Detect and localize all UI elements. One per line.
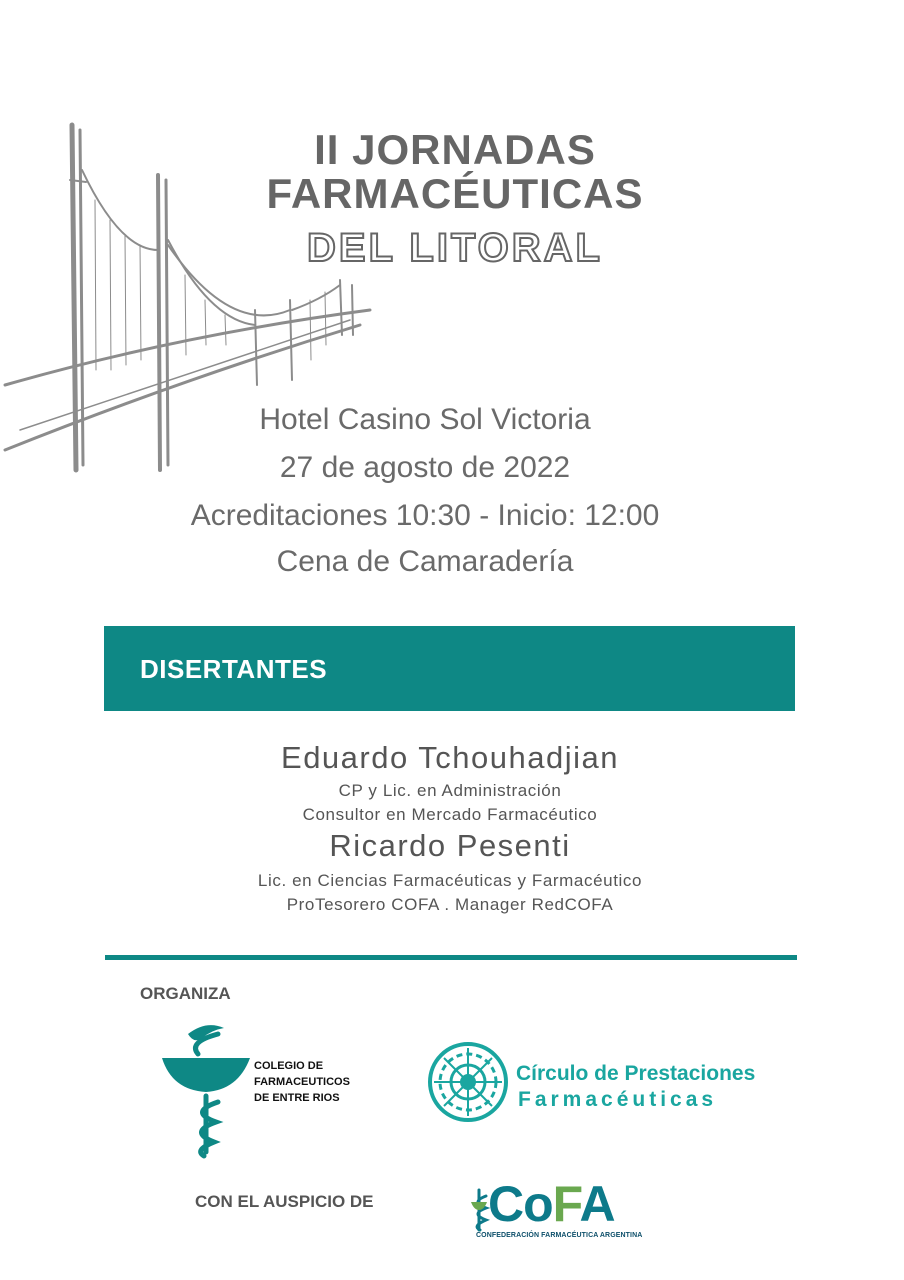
circulo-line-2: Farmacéuticas bbox=[518, 1088, 718, 1111]
event-dinner: Cena de Camaradería bbox=[276, 545, 574, 578]
event-date: 27 de agosto de 2022 bbox=[279, 451, 571, 484]
speaker-1-role-1: CP y Lic. en Administración bbox=[338, 781, 562, 800]
colegio-line-3: DE ENTRE RIOS bbox=[254, 1092, 340, 1104]
speaker-1-name: Eduardo Tchouhadjian bbox=[281, 740, 619, 775]
cofa-wordmark bbox=[488, 1178, 615, 1230]
colegio-name bbox=[254, 1058, 350, 1106]
cofa-word-f: F bbox=[552, 1176, 580, 1232]
caduceus-icon bbox=[158, 1020, 253, 1160]
speakers-banner bbox=[104, 626, 795, 711]
auspicio-label: CON EL AUSPICIO DE bbox=[195, 1192, 374, 1211]
title-line-3: DEL LITORAL bbox=[307, 226, 603, 270]
title-line-1: II JORNADAS bbox=[314, 126, 596, 173]
circulo-line-1: Círculo de Prestaciones bbox=[516, 1062, 756, 1085]
event-venue: Hotel Casino Sol Victoria bbox=[259, 403, 591, 436]
section-divider bbox=[105, 955, 797, 960]
cofa-subtitle: CONFEDERACIÓN FARMACÉUTICA ARGENTINA bbox=[476, 1232, 643, 1239]
cofa-word-a: A bbox=[579, 1176, 615, 1232]
organiza-label: ORGANIZA bbox=[140, 984, 231, 1003]
event-schedule: Acreditaciones 10:30 - Inicio: 12:00 bbox=[190, 499, 660, 532]
speaker-2-role-1: Lic. en Ciencias Farmacéuticas y Farmacéutico bbox=[257, 871, 643, 890]
title-line-2: FARMACÉUTICAS bbox=[266, 170, 644, 217]
cofa-caduceus-icon bbox=[468, 1186, 490, 1232]
speaker-1-role-2: Consultor en Mercado Farmacéutico bbox=[302, 805, 598, 824]
speaker-2-name: Ricardo Pesenti bbox=[329, 828, 571, 863]
colegio-line-1: COLEGIO DE bbox=[254, 1060, 324, 1072]
cofa-word-co: Co bbox=[488, 1176, 553, 1232]
speakers-banner-label: DISERTANTES bbox=[140, 654, 328, 684]
colegio-line-2: FARMACEUTICOS bbox=[254, 1076, 350, 1088]
speaker-2-role-2: ProTesorero COFA . Manager RedCOFA bbox=[286, 895, 614, 914]
mandala-icon bbox=[426, 1040, 510, 1124]
